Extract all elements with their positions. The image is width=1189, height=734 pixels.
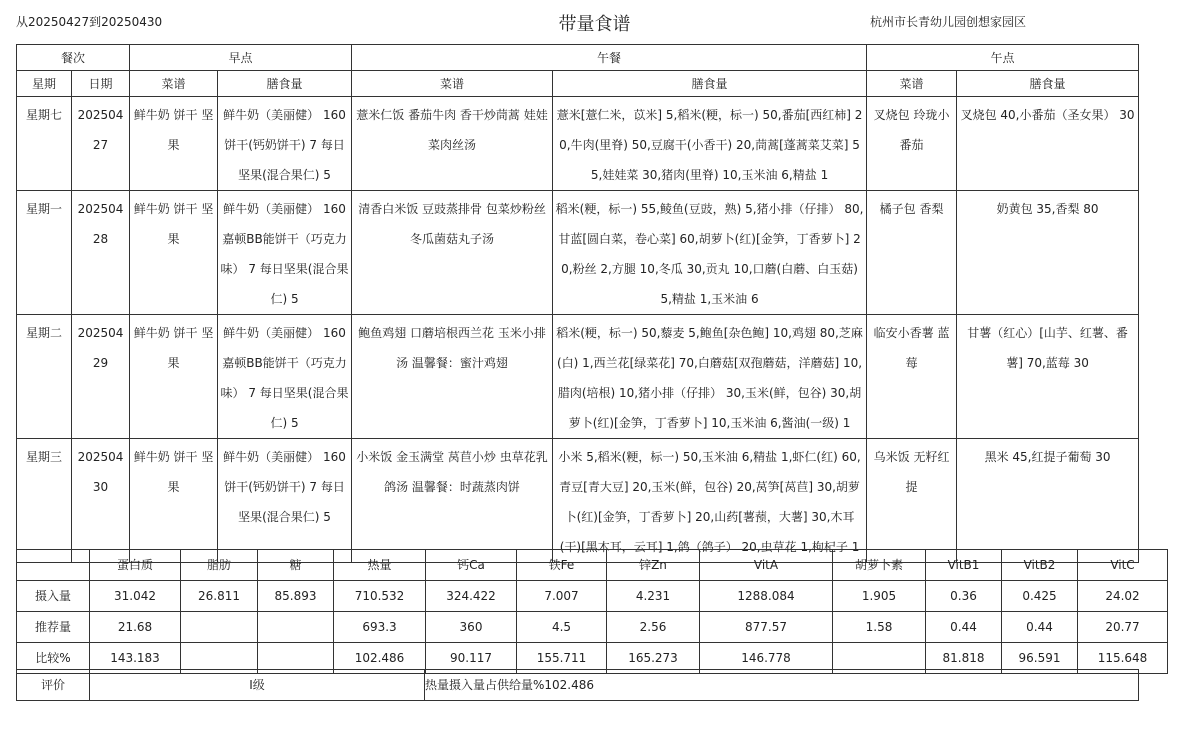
value-cell: 0.44 — [1002, 612, 1078, 643]
value-cell: 693.3 — [334, 612, 426, 643]
value-cell: 85.893 — [258, 581, 334, 612]
value-cell: 81.818 — [926, 643, 1002, 674]
school-name: 杭州市长青幼儿园创想家园区 — [870, 15, 1027, 29]
value-cell: 7.007 — [517, 581, 607, 612]
snack-recipe-cell: 临安小香薯 蓝莓 — [867, 315, 957, 439]
nutrition-header-row — [17, 550, 1168, 581]
lunch-label: 午餐 — [352, 45, 867, 71]
col-weekday: 星期 — [17, 71, 72, 97]
col-lunch-recipe: 菜谱 — [352, 71, 553, 97]
evaluation-row — [17, 670, 1139, 701]
weekday-cell: 星期三 — [17, 439, 72, 563]
breakfast-qty-cell: 鲜牛奶（美丽健） 160 饼干(钙奶饼干) 7 每日坚果(混合果仁) 5 — [218, 439, 352, 563]
value-cell: 31.042 — [90, 581, 181, 612]
meal-header-row — [17, 45, 1139, 71]
nutrient-header: VitB2 — [1002, 550, 1078, 581]
col-breakfast-qty: 膳食量 — [218, 71, 352, 97]
weekday-cell: 星期七 — [17, 97, 72, 191]
nutrient-header: 热量 — [334, 550, 426, 581]
nutrient-header: 脂肪 — [181, 550, 258, 581]
col-date: 日期 — [72, 71, 130, 97]
col-breakfast-recipe: 菜谱 — [130, 71, 218, 97]
lunch-recipe-cell: 清香白米饭 豆豉蒸排骨 包菜炒粉丝 冬瓜菌菇丸子汤 — [352, 191, 553, 315]
column-header-row — [17, 71, 1139, 97]
lunch-recipe-cell: 鲍鱼鸡翅 口蘑培根西兰花 玉米小排汤 温馨餐：蜜汁鸡翅 — [352, 315, 553, 439]
breakfast-qty-cell: 鲜牛奶（美丽健） 160 饼干(钙奶饼干) 7 每日坚果(混合果仁) 5 — [218, 97, 352, 191]
value-cell: 0.44 — [926, 612, 1002, 643]
value-cell: 155.711 — [517, 643, 607, 674]
table-row — [17, 439, 1139, 563]
snack-recipe-cell: 叉烧包 玲珑小番茄 — [867, 97, 957, 191]
nutrient-header: 胡萝卜素 — [833, 550, 926, 581]
snack-qty-cell: 甘薯（红心）[山芋、红薯、番薯] 70,蓝莓 30 — [957, 315, 1139, 439]
date-cell: 20250429 — [72, 315, 130, 439]
evaluation-label: 评价 — [17, 670, 90, 701]
value-cell: 20.77 — [1078, 612, 1168, 643]
value-cell: 324.422 — [426, 581, 517, 612]
table-row — [17, 97, 1139, 191]
value-cell: 2.56 — [607, 612, 700, 643]
breakfast-qty-cell: 鲜牛奶（美丽健） 160 嘉顿BB能饼干（巧克力味） 7 每日坚果(混合果仁) 5 — [218, 191, 352, 315]
value-cell: 24.02 — [1078, 581, 1168, 612]
table-row — [17, 315, 1139, 439]
recommended-row — [17, 612, 1168, 643]
evaluation-grade: I级 — [90, 670, 425, 701]
lunch-recipe-cell: 薏米仁饭 番茄牛肉 香干炒茼蒿 娃娃菜肉丝汤 — [352, 97, 553, 191]
value-cell: 90.117 — [426, 643, 517, 674]
nutrient-header: VitB1 — [926, 550, 1002, 581]
nutrient-header: VitA — [700, 550, 833, 581]
value-cell: 710.532 — [334, 581, 426, 612]
meal-label: 餐次 — [17, 45, 130, 71]
nutrition-table — [16, 549, 1168, 674]
nutrient-header: VitC — [1078, 550, 1168, 581]
table-row — [17, 191, 1139, 315]
lunch-qty-cell: 稻米(粳，标一) 50,藜麦 5,鲍鱼[杂色鲍] 10,鸡翅 80,芝麻(白) 1,西兰花[绿菜花] 70,白蘑菇[双孢蘑菇，洋蘑菇] 10,腊肉(培根) 10,猪小排（仔排） 30,玉米(鲜，包谷) 30,胡萝卜(红)[金笋，丁香萝卜] 10,玉米油 6,酱油(一级) 1 — [553, 315, 867, 439]
row-label: 推荐量 — [17, 612, 90, 643]
snack-recipe-cell: 乌米饭 无籽红提 — [867, 439, 957, 563]
value-cell: 146.778 — [700, 643, 833, 674]
value-cell: 4.231 — [607, 581, 700, 612]
value-cell — [258, 612, 334, 643]
value-cell: 360 — [426, 612, 517, 643]
weekday-cell: 星期二 — [17, 315, 72, 439]
date-range: 从20250427到20250430 — [16, 15, 163, 29]
value-cell: 21.68 — [90, 612, 181, 643]
breakfast-recipe-cell: 鲜牛奶 饼干 坚果 — [130, 315, 218, 439]
value-cell: 1.58 — [833, 612, 926, 643]
value-cell: 115.648 — [1078, 643, 1168, 674]
date-cell: 20250430 — [72, 439, 130, 563]
page-title: 带量食谱 — [558, 14, 631, 35]
lunch-recipe-cell: 小米饭 金玉满堂 莴苣小炒 虫草花乳鸽汤 温馨餐：时蔬蒸肉饼 — [352, 439, 553, 563]
date-cell: 20250427 — [72, 97, 130, 191]
value-cell: 877.57 — [700, 612, 833, 643]
breakfast-recipe-cell: 鲜牛奶 饼干 坚果 — [130, 97, 218, 191]
lunch-qty-cell: 稻米(粳，标一) 55,鲮鱼(豆豉，熟) 5,猪小排（仔排） 80,甘蓝[圆白菜，卷心菜] 60,胡萝卜(红)[金笋，丁香萝卜] 20,粉丝 2,方腿 10,冬瓜 30,贡丸 10,口蘑(白蘑、白玉菇) 5,精盐 1,玉米油 6 — [553, 191, 867, 315]
nutrient-header — [17, 550, 90, 581]
snack-recipe-cell: 橘子包 香梨 — [867, 191, 957, 315]
nutrient-header: 钙Ca — [426, 550, 517, 581]
weekday-cell: 星期一 — [17, 191, 72, 315]
col-lunch-qty: 膳食量 — [553, 71, 867, 97]
value-cell: 1.905 — [833, 581, 926, 612]
nutrient-header: 蛋白质 — [90, 550, 181, 581]
menu-table — [16, 44, 1139, 563]
nutrient-header: 锌Zn — [607, 550, 700, 581]
value-cell: 1288.084 — [700, 581, 833, 612]
snack-qty-cell: 奶黄包 35,香梨 80 — [957, 191, 1139, 315]
row-label: 比较% — [17, 643, 90, 674]
nutrient-header: 糖 — [258, 550, 334, 581]
value-cell: 4.5 — [517, 612, 607, 643]
value-cell: 0.425 — [1002, 581, 1078, 612]
intake-row — [17, 581, 1168, 612]
breakfast-recipe-cell: 鲜牛奶 饼干 坚果 — [130, 191, 218, 315]
value-cell: 165.273 — [607, 643, 700, 674]
lunch-qty-cell: 薏米[薏仁米，苡米] 5,稻米(粳，标一) 50,番茄[西红柿] 20,牛肉(里脊) 50,豆腐干(小香干) 20,茼蒿[蓬蒿菜艾菜] 55,娃娃菜 30,猪肉(里脊) 10,玉米油 6,精盐 1 — [553, 97, 867, 191]
value-cell: 102.486 — [334, 643, 426, 674]
snack-label: 午点 — [867, 45, 1139, 71]
value-cell: 143.183 — [90, 643, 181, 674]
value-cell: 26.811 — [181, 581, 258, 612]
evaluation-note: 热量摄入量占供给量%102.486 — [425, 670, 1139, 701]
col-snack-recipe: 菜谱 — [867, 71, 957, 97]
report-header — [0, 0, 1189, 44]
breakfast-recipe-cell: 鲜牛奶 饼干 坚果 — [130, 439, 218, 563]
nutrient-header: 铁Fe — [517, 550, 607, 581]
col-snack-qty: 膳食量 — [957, 71, 1139, 97]
breakfast-qty-cell: 鲜牛奶（美丽健） 160 嘉顿BB能饼干（巧克力味） 7 每日坚果(混合果仁) 5 — [218, 315, 352, 439]
snack-qty-cell: 叉烧包 40,小番茄（圣女果） 30 — [957, 97, 1139, 191]
value-cell: 0.36 — [926, 581, 1002, 612]
breakfast-label: 早点 — [130, 45, 352, 71]
value-cell — [181, 612, 258, 643]
date-cell: 20250428 — [72, 191, 130, 315]
lunch-qty-cell: 小米 5,稻米(粳，标一) 50,玉米油 6,精盐 1,虾仁(红) 60,青豆[青大豆] 20,玉米(鲜，包谷) 20,莴笋[莴苣] 30,胡萝卜(红)[金笋，丁香萝卜] 20,山药[薯蓣，大薯] 30,木耳(干)[黑木耳，云耳] 1,鸽（鸽子） 20,虫草花 1,枸杞子 1 — [553, 439, 867, 563]
snack-qty-cell: 黑米 45,红提子葡萄 30 — [957, 439, 1139, 563]
row-label: 摄入量 — [17, 581, 90, 612]
value-cell: 96.591 — [1002, 643, 1078, 674]
evaluation-table — [16, 669, 1139, 701]
